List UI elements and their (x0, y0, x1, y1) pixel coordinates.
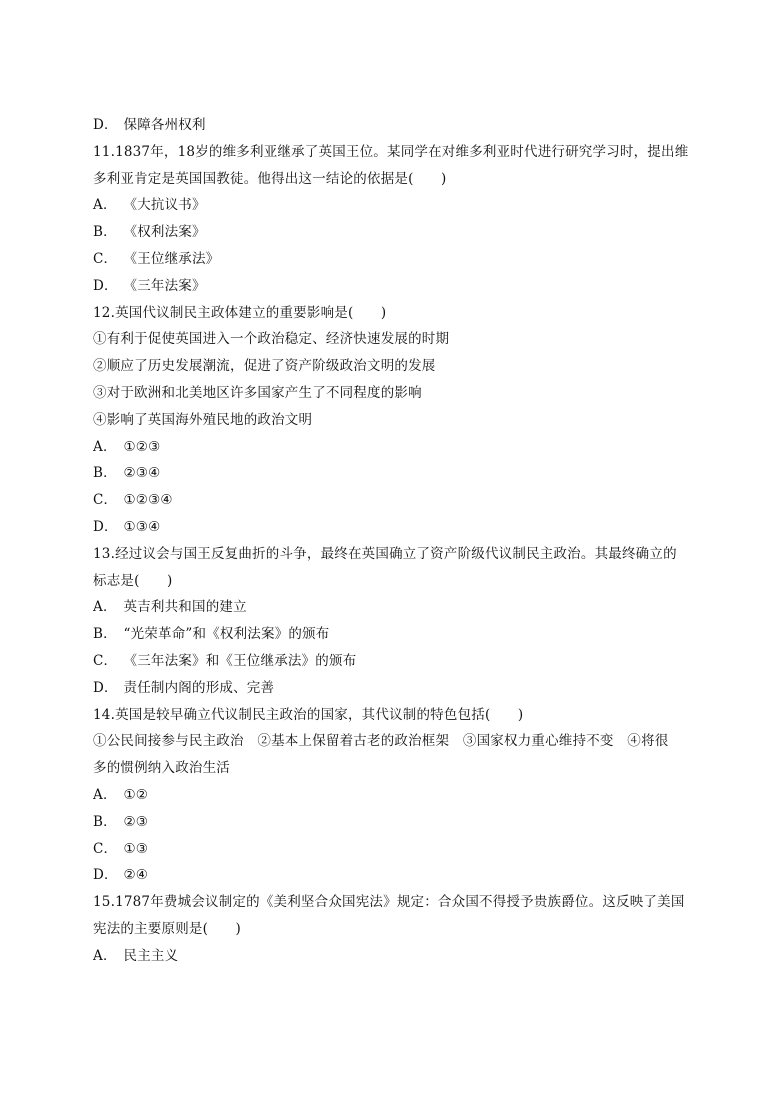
option-letter: D． (93, 679, 118, 696)
answer-option (93, 514, 693, 541)
answer-option (93, 112, 693, 139)
option-letter: C． (93, 840, 118, 857)
option-text: 《三年法案》 (119, 277, 206, 294)
option-letter: A． (93, 197, 117, 214)
option-letter: C． (93, 492, 118, 509)
text-line: ①公民间接参与民主政治 ②基本上保留着古老的政治框架 ③国家权力重心维持不变 ④将很 (93, 733, 669, 750)
answer-option (93, 594, 693, 621)
answer-option (93, 460, 693, 487)
option-letter: A． (93, 786, 117, 803)
answer-option (93, 809, 693, 836)
option-letter: D． (93, 867, 118, 884)
text-line: ④影响了英国海外殖民地的政治文明 (93, 411, 313, 428)
option-text: 《权利法案》 (119, 224, 206, 241)
answer-option (93, 943, 693, 970)
option-text: “光荣革命”和《权利法案》的颁布 (119, 626, 330, 643)
text-line: 标志是( ) (93, 572, 173, 589)
option-text: 责任制内阁的形成、完善 (119, 679, 275, 696)
option-text: ①③④ (119, 518, 161, 535)
answer-option (93, 621, 693, 648)
option-text: ②③ (119, 813, 149, 830)
option-letter: C． (93, 652, 118, 669)
option-letter: D． (93, 277, 118, 294)
option-letter: C． (93, 250, 118, 267)
option-text: 英吉利共和国的建立 (119, 599, 247, 616)
option-text: 民主主义 (119, 947, 179, 964)
question-stem: 12.英国代议制民主政体建立的重要影响是( ) (93, 304, 387, 321)
answer-option (93, 219, 693, 246)
answer-option (93, 192, 693, 219)
text-line: 多的惯例纳入政治生活 (93, 760, 230, 777)
option-letter: B． (93, 813, 117, 830)
text-line: 宪法的主要原则是( ) (93, 920, 241, 937)
answer-option (93, 648, 693, 675)
question-stem: 15.1787年费城会议制定的《美利坚合众国宪法》规定：合众国不得授予贵族爵位。这反映了美国 (93, 894, 685, 911)
option-text: 保障各州权利 (119, 117, 206, 133)
option-letter: D． (93, 518, 118, 535)
text-line: ②顺应了历史发展潮流，促进了资产阶级政治文明的发展 (93, 358, 436, 375)
text-line: 多利亚肯定是英国国教徒。他得出这一结论的依据是( ) (93, 170, 447, 187)
option-letter: A． (93, 947, 117, 964)
option-text: ②③④ (119, 465, 161, 482)
answer-option (93, 782, 693, 809)
option-text: ①② (119, 786, 149, 803)
option-letter: A． (93, 438, 117, 455)
answer-option (93, 862, 693, 889)
option-text: ①③ (119, 840, 149, 857)
option-letter: B． (93, 465, 117, 482)
document-body (93, 112, 693, 970)
question-stem: 11.1837年，18岁的维多利亚继承了英国王位。某同学在对维多利亚时代进行研究学习时，提出维 (93, 143, 689, 160)
option-text: ①②③④ (119, 492, 173, 509)
option-text: ②④ (119, 867, 149, 884)
document-page (93, 112, 693, 970)
option-letter: D． (93, 117, 118, 133)
option-letter: A． (93, 599, 117, 616)
option-text: 《三年法案》和《王位继承法》的颁布 (119, 652, 357, 669)
question-stem: 14.英国是较早确立代议制民主政治的国家，其代议制的特色包括( ) (93, 706, 524, 723)
option-letter: B． (93, 626, 117, 643)
option-text: 《王位继承法》 (119, 250, 220, 267)
text-line: ③对于欧洲和北美地区许多国家产生了不同程度的影响 (93, 384, 422, 401)
answer-option (93, 675, 693, 702)
question-stem: 13.经过议会与国王反复曲折的斗争，最终在英国确立了资产阶级代议制民主政治。其最终确立的 (93, 545, 677, 562)
answer-option (93, 434, 693, 461)
answer-option (93, 246, 693, 273)
answer-option (93, 836, 693, 863)
text-line: ①有利于促使英国进入一个政治稳定、经济快速发展的时期 (93, 331, 450, 348)
answer-option (93, 487, 693, 514)
answer-option (93, 273, 693, 300)
option-text: ①②③ (119, 438, 161, 455)
option-letter: B． (93, 224, 117, 241)
option-text: 《大抗议书》 (119, 197, 206, 214)
